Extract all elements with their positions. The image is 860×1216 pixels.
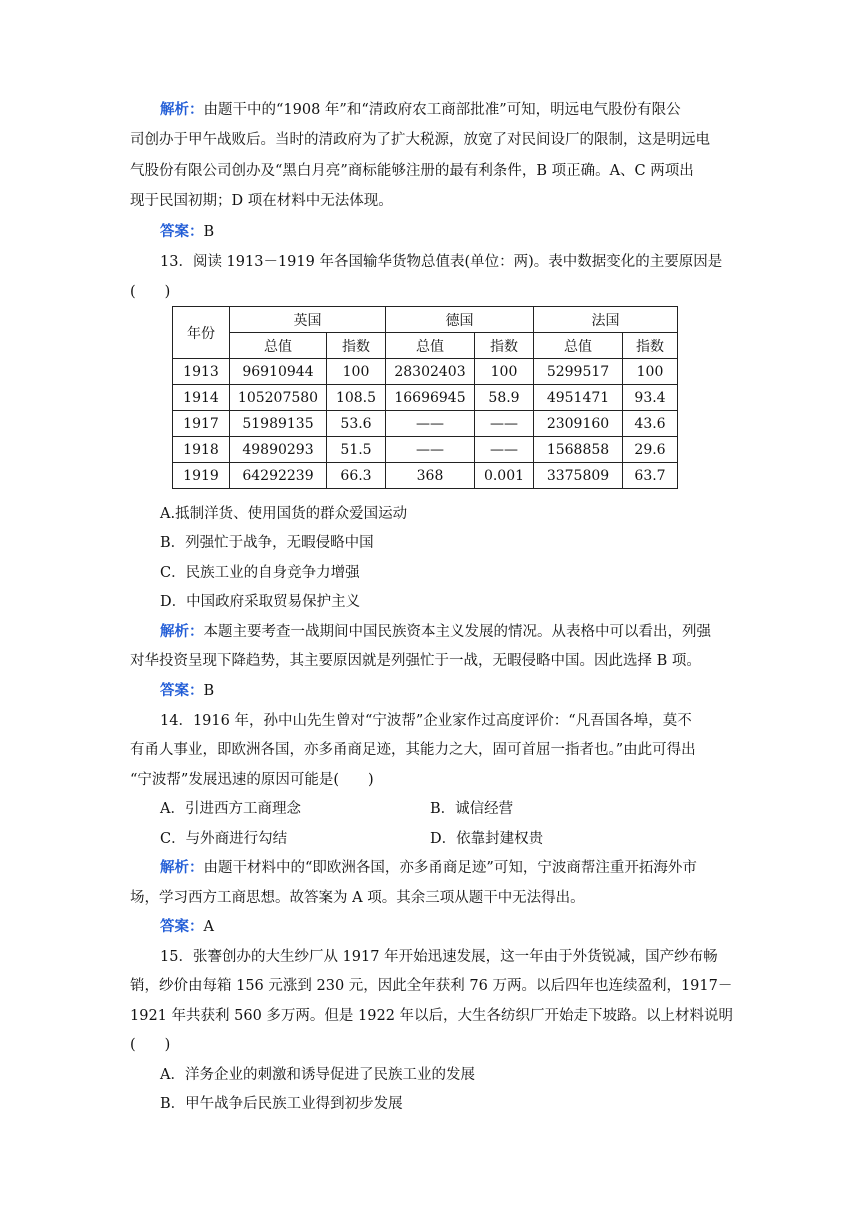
- table-row: 1914 105207580 108.5 16696945 58.9 4951471 93.4: [173, 385, 678, 411]
- table-row: 1913 96910944 100 28302403 100 5299517 100: [173, 359, 678, 385]
- table-row: 1917 51989135 53.6 —— —— 2309160 43.6: [173, 411, 678, 437]
- table-row: 1918 49890293 51.5 —— —— 1568858 29.6: [173, 437, 678, 463]
- q13-analysis-line-1: 解析：本题主要考查一战期间中国民族资本主义发展的情况。从表格中可以看出，列强: [160, 623, 711, 640]
- sub-header: 指数: [475, 333, 534, 359]
- q14-stem-line-2: 有甬人事业，即欧洲各国，亦多甬商足迹，其能力之大，固可首屈一指者也。”由此可得出: [130, 742, 696, 758]
- q14-analysis-line-1: 解析：由题干材料中的“即欧洲各国，亦多甬商足迹”可知，宁波商帮注重开拓海外市: [160, 859, 697, 876]
- answer-label: 答案：: [160, 918, 204, 935]
- answer-label: 答案：: [160, 682, 204, 699]
- q14-analysis-line-2: 场，学习西方工商思想。故答案为 A 项。其余三项从题干中无法得出。: [130, 890, 585, 906]
- q13-stem-line-2: ( ): [130, 284, 171, 300]
- q12-analysis-line-2: 司创办于甲午战败后。当时的清政府为了扩大税源，放宽了对民间设厂的限制，这是明远电: [130, 132, 710, 148]
- q12-analysis-line-3: 气股份有限公司创办及“黑白月亮”商标能够注册的最有利条件，B 项正确。A、C 两项出: [130, 163, 694, 179]
- q13-stem-line-1: 13．阅读 1913－1919 年各国输华货物总值表(单位：两)。表中数据变化的主要原因是: [160, 254, 723, 270]
- q13-option-b: B．列强忙于战争，无暇侵略中国: [160, 535, 374, 551]
- sub-header: 指数: [623, 333, 678, 359]
- sub-header: 总值: [534, 333, 623, 359]
- analysis-label: 解析：: [160, 859, 204, 876]
- q13-answer: 答案：B: [160, 682, 215, 699]
- q14-stem-line-3: “宁波帮”发展迅速的原因可能是( ): [130, 772, 374, 788]
- table-row: 1919 64292239 66.3 368 0.001 3375809 63.7: [173, 463, 678, 489]
- q14-stem-line-1: 14．1916 年，孙中山先生曾对“宁波帮”企业家作过高度评价：“凡吾国各埠，莫不: [160, 713, 692, 729]
- sub-header: 总值: [386, 333, 475, 359]
- q15-stem-line-3: 1921 年共获利 560 多万两。但是 1922 年以后，大生各纺织厂开始走下坡路。以上材料说明: [130, 1008, 734, 1024]
- year-header: 年份: [173, 307, 230, 359]
- q15-option-b: B．甲午战争后民族工业得到初步发展: [160, 1096, 403, 1112]
- import-value-table: [172, 306, 678, 489]
- q14-options-row-2: [160, 829, 760, 849]
- q14-options-row-1: [160, 799, 760, 819]
- q15-option-a: A．洋务企业的刺激和诱导促进了民族工业的发展: [160, 1067, 475, 1083]
- country-header-uk: 英国: [230, 307, 386, 333]
- q13-option-c: C．民族工业的自身竞争力增强: [160, 565, 360, 581]
- q14-option-a: A．引进西方工商理念: [160, 801, 301, 817]
- analysis-label: 解析：: [160, 623, 204, 640]
- q12-analysis-line-1: 解析：由题干中的“1908 年”和“清政府农工商部批准”可知，明远电气股份有限公: [160, 101, 681, 118]
- q12-analysis-line-4: 现于民国初期；D 项在材料中无法体现。: [130, 193, 393, 209]
- q15-stem-line-1: 15．张謇创办的大生纱厂从 1917 年开始迅速发展，这一年由于外货锐减，国产纱布畅: [160, 949, 718, 965]
- q13-analysis-line-2: 对华投资呈现下降趋势，其主要原因就是列强忙于一战，无暇侵略中国。因此选择 B 项。: [130, 653, 701, 669]
- sub-header: 总值: [230, 333, 327, 359]
- q15-stem-line-4: ( ): [130, 1037, 171, 1053]
- analysis-label: 解析：: [160, 101, 204, 118]
- q15-stem-line-2: 销，纱价由每箱 156 元涨到 230 元，因此全年获利 76 万两。以后四年也连续盈利，1917－: [130, 978, 733, 994]
- q14-option-c: C．与外商进行勾结: [160, 831, 288, 847]
- q12-answer: 答案：B: [160, 223, 215, 240]
- country-header-de: 德国: [386, 307, 534, 333]
- q14-answer: 答案：A: [160, 918, 214, 935]
- sub-header: 指数: [327, 333, 386, 359]
- q13-option-a: A.抵制洋货、使用国货的群众爱国运动: [160, 506, 408, 522]
- country-header-fr: 法国: [534, 307, 678, 333]
- q14-option-b: B．诚信经营: [430, 801, 514, 817]
- answer-label: 答案：: [160, 223, 204, 240]
- q13-option-d: D．中国政府采取贸易保护主义: [160, 594, 361, 610]
- q14-option-d: D．依靠封建权贵: [430, 831, 544, 847]
